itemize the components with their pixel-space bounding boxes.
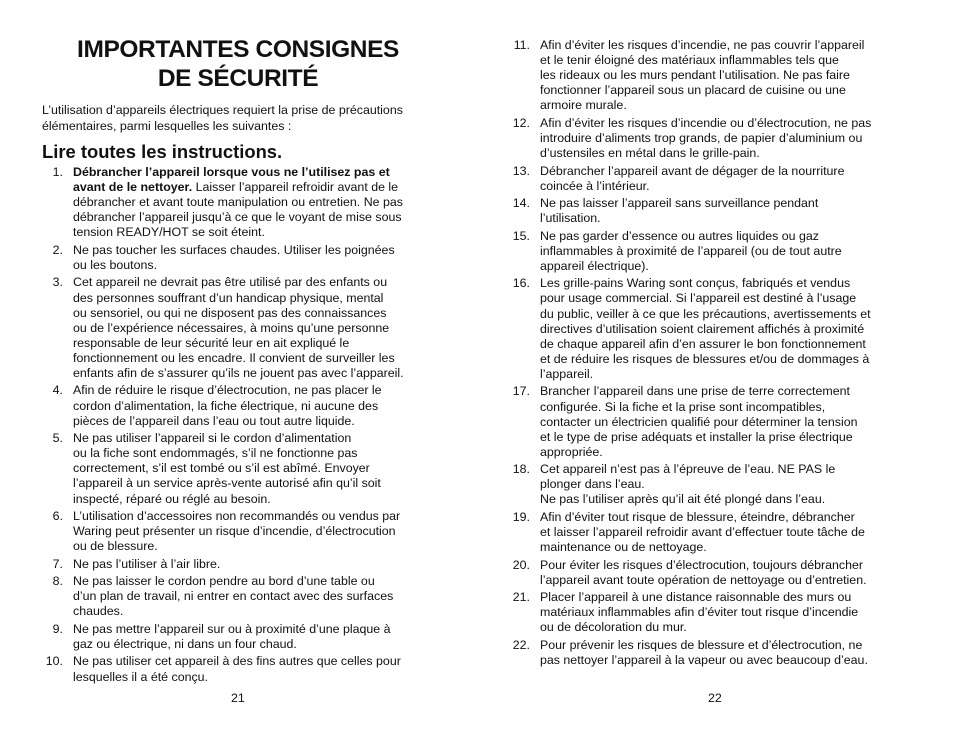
item-line: ou la fiche sont endommagés, s’il ne fonctionne pas — [73, 446, 358, 461]
item-line: ou de l’expérience nécessaires, à moins qu’une personne — [73, 320, 390, 335]
item-line: débrancher l’appareil jusqu’à ce que le voyant de mise sous — [73, 210, 402, 225]
item-line: l’appareil à un service après-vente autorisé afin qu’il soit — [73, 476, 381, 491]
list-item — [510, 558, 910, 588]
item-line: ou sensoriel, ou qui ne disposent pas des connaissances — [73, 305, 387, 320]
item-number: 15. — [512, 228, 530, 243]
item-line: ou de blessure. — [73, 539, 158, 554]
page-title — [42, 36, 434, 93]
item-line: cordon d’alimentation, la fiche électrique, ni aucune des — [73, 398, 379, 413]
item-line: inflammables à proximité de l’appareil (ou de tout autre — [540, 243, 842, 258]
bold-text: avant de le nettoyer. — [73, 180, 193, 195]
list-item — [510, 590, 910, 635]
item-number: 17. — [512, 384, 530, 399]
item-line: maintenance ou de nettoyage. — [540, 540, 707, 555]
item-number: 8. — [52, 574, 63, 589]
item-line: responsable de leur sécurité leur en ait expliqué le — [73, 335, 350, 350]
list-item — [510, 38, 910, 113]
item-line: L’utilisation d’accessoires non recommandés ou vendus par — [73, 509, 401, 524]
item-line: pièces de l’appareil dans l’eau ou tout autre liquide. — [73, 413, 355, 428]
item-number: 20. — [512, 557, 530, 572]
list-item — [42, 383, 434, 428]
item-line: Pour éviter les risques d’électrocution, toujours débrancher — [540, 557, 864, 572]
list-item — [510, 196, 910, 226]
item-line: d’ustensiles en métal dans le grille-pain. — [540, 146, 760, 161]
item-number: 11. — [513, 38, 530, 52]
list-item — [510, 462, 910, 507]
list-item — [42, 431, 434, 506]
item-line: contacter un électricien qualifié pour déterminer la tension — [540, 414, 858, 429]
item-line: configurée. Si la fiche et la prise sont incompatibles, — [540, 399, 826, 414]
item-line: et laisser l’appareil refroidir avant d’effectuer toute tâche de — [540, 525, 865, 540]
item-line: du public, veiller à ce que les précautions, avertissements et — [540, 306, 871, 321]
item-number: 18. — [512, 462, 530, 477]
item-line: Cet appareil n’est pas à l’épreuve de l’eau. NE PAS le — [540, 462, 836, 477]
item-number: 12. — [512, 115, 530, 130]
item-line: l’appareil. — [540, 366, 594, 381]
list-item — [42, 557, 434, 572]
item-text: Laisser l’appareil refroidir avant de le — [192, 180, 399, 195]
intro-line: élémentaires, parmi lesquelles les suivantes : — [42, 119, 292, 133]
item-number: 4. — [52, 383, 63, 398]
list-item — [510, 116, 910, 161]
item-line: directives d’utilisation soient clairement affichés à proximité — [540, 321, 865, 336]
safety-instructions-list — [510, 38, 910, 670]
item-number: 22. — [512, 637, 530, 652]
item-number: 6. — [52, 509, 63, 524]
item-line: les rideaux ou les murs pendant l’utilisation. Ne pas faire — [540, 68, 850, 83]
item-line: d’un plan de travail, ni entrer en contact avec des surfaces — [73, 589, 394, 604]
item-line: Les grille-pains Waring sont conçus, fabriqués et vendus — [540, 276, 851, 291]
item-number: 5. — [52, 431, 63, 446]
item-line: enfants afin de s’assurer qu’ils ne jouent pas avec l’appareil. — [73, 366, 404, 380]
item-line: Brancher l’appareil dans une prise de terre correctement — [540, 384, 850, 399]
item-line: Ne pas utiliser cet appareil à des fins autres que celles pour — [73, 654, 401, 669]
list-item — [42, 509, 434, 554]
item-line: pas nettoyer l’appareil à la vapeur ou avec beaucoup d’eau. — [540, 652, 868, 667]
item-number: 19. — [512, 509, 530, 524]
item-line: tension READY/HOT se soit éteint. — [73, 225, 265, 240]
item-line: Ne pas l’utiliser à l’air libre. — [73, 556, 221, 571]
item-number: 1. — [52, 165, 63, 179]
item-line: Cet appareil ne devrait pas être utilisé par des enfants ou — [73, 275, 388, 290]
item-line: lesquelles il a été conçu. — [73, 669, 209, 684]
item-line: ou les boutons. — [73, 257, 158, 272]
item-number: 21. — [512, 590, 530, 605]
list-item — [510, 276, 910, 382]
item-line: coincée à l’intérieur. — [540, 178, 650, 193]
safety-instructions-list — [42, 165, 434, 687]
item-line: Ne pas laisser le cordon pendre au bord d’une table ou — [73, 574, 375, 589]
item-line: plonger dans l’eau. — [540, 477, 645, 492]
page-number: 21 — [231, 691, 245, 705]
list-item — [510, 638, 910, 668]
item-line: Afin d’éviter tout risque de blessure, éteindre, débrancher — [540, 509, 855, 524]
item-line: l’appareil avant toute opération de nettoyage ou d’entretien. — [540, 572, 867, 587]
item-line: pour usage commercial. Si l’appareil est destiné à l’usage — [540, 291, 857, 306]
item-line: Waring peut présenter un risque d’incendie, d’électrocution — [73, 524, 396, 539]
list-item — [510, 510, 910, 555]
item-line: fonctionner l’appareil sous un placard de cuisine ou une — [540, 83, 846, 98]
item-number: 10. — [45, 654, 63, 669]
item-line: ou de décoloration du mur. — [540, 620, 687, 635]
item-line: Afin d’éviter les risques d’incendie, ne pas couvrir l’appareil — [540, 38, 865, 52]
item-line: inspecté, réparé ou réglé au besoin. — [73, 491, 271, 506]
bold-text: Débrancher l’appareil lorsque vous ne l’utilisez pas et — [73, 165, 390, 179]
list-item — [510, 229, 910, 274]
item-line: Pour prévenir les risques de blessure et d’électrocution, ne — [540, 637, 863, 652]
item-line: armoire murale. — [540, 98, 627, 113]
item-line: l’utilisation. — [540, 211, 601, 226]
item-line: gaz ou électrique, ni dans un four chaud. — [73, 636, 297, 651]
item-number: 13. — [512, 163, 530, 178]
item-line: appropriée. — [540, 444, 603, 459]
item-line: Afin d’éviter les risques d’incendie ou d’électrocution, ne pas — [540, 115, 872, 130]
item-line: débrancher et avant toute manipulation ou entretien. Ne pas — [73, 195, 403, 210]
list-item — [42, 622, 434, 652]
item-line: Ne pas laisser l’appareil sans surveillance pendant — [540, 196, 819, 211]
item-line: Ne pas mettre l’appareil sur ou à proximité d’une plaque à — [73, 621, 391, 636]
page-number: 22 — [708, 691, 722, 705]
item-line: fonctionnement ou les encadre. Il convient de surveiller les — [73, 350, 395, 365]
section-heading: Lire toutes les instructions. — [42, 141, 283, 162]
item-line: Afin de réduire le risque d’électrocution, ne pas placer le — [73, 383, 382, 398]
item-line: correctement, s’il est tombé ou s’il est abîmé. Envoyer — [73, 461, 370, 476]
item-line: chaudes. — [73, 604, 124, 619]
title-line: IMPORTANTES CONSIGNES — [77, 36, 399, 63]
item-number: 9. — [52, 621, 63, 636]
item-line: des personnes souffrant d’un handicap physique, mental — [73, 290, 384, 305]
list-item — [510, 384, 910, 459]
list-item — [42, 243, 434, 273]
list-item — [42, 165, 434, 240]
list-item — [42, 574, 434, 619]
list-item — [42, 275, 434, 381]
item-line: Ne pas toucher les surfaces chaudes. Utiliser les poignées — [73, 242, 395, 257]
intro-line: L’utilisation d’appareils électriques requiert la prise de précautions — [42, 103, 403, 117]
item-number: 14. — [512, 196, 530, 211]
list-item — [42, 654, 434, 684]
item-line: de chaque appareil afin d’en assurer le bon fonctionnement — [540, 336, 866, 351]
item-line: matériaux inflammables afin d’éviter tout risque d’incendie — [540, 605, 859, 620]
item-line: Débrancher l’appareil avant de dégager de la nourriture — [540, 163, 845, 178]
intro-paragraph — [42, 102, 434, 134]
item-line: Ne pas l’utiliser après qu’il ait été plongé dans l’eau. — [540, 492, 826, 507]
item-number: 7. — [52, 556, 63, 571]
item-line: Ne pas utiliser l’appareil si le cordon d’alimentation — [73, 431, 352, 446]
list-item — [510, 164, 910, 194]
item-line: Ne pas garder d’essence ou autres liquides ou gaz — [540, 228, 819, 243]
item-line — [73, 165, 434, 180]
item-line — [73, 180, 434, 195]
item-line: appareil électrique). — [540, 258, 649, 273]
item-line: et le type de prise adéquats et installer la prise électrique — [540, 429, 853, 444]
item-line: introduire d’aliments trop grands, de papier d’aluminium ou — [540, 130, 863, 145]
item-line: et le tenir éloigné des matériaux inflammables tels que — [540, 53, 839, 68]
item-number: 16. — [512, 276, 530, 291]
item-number: 2. — [52, 242, 63, 257]
item-number: 3. — [52, 275, 63, 290]
item-line: et de réduire les risques de blessures et/ou de dommages à — [540, 351, 870, 366]
title-line: DE SÉCURITÉ — [157, 64, 319, 92]
item-line: Placer l’appareil à une distance raisonnable des murs ou — [540, 590, 852, 605]
